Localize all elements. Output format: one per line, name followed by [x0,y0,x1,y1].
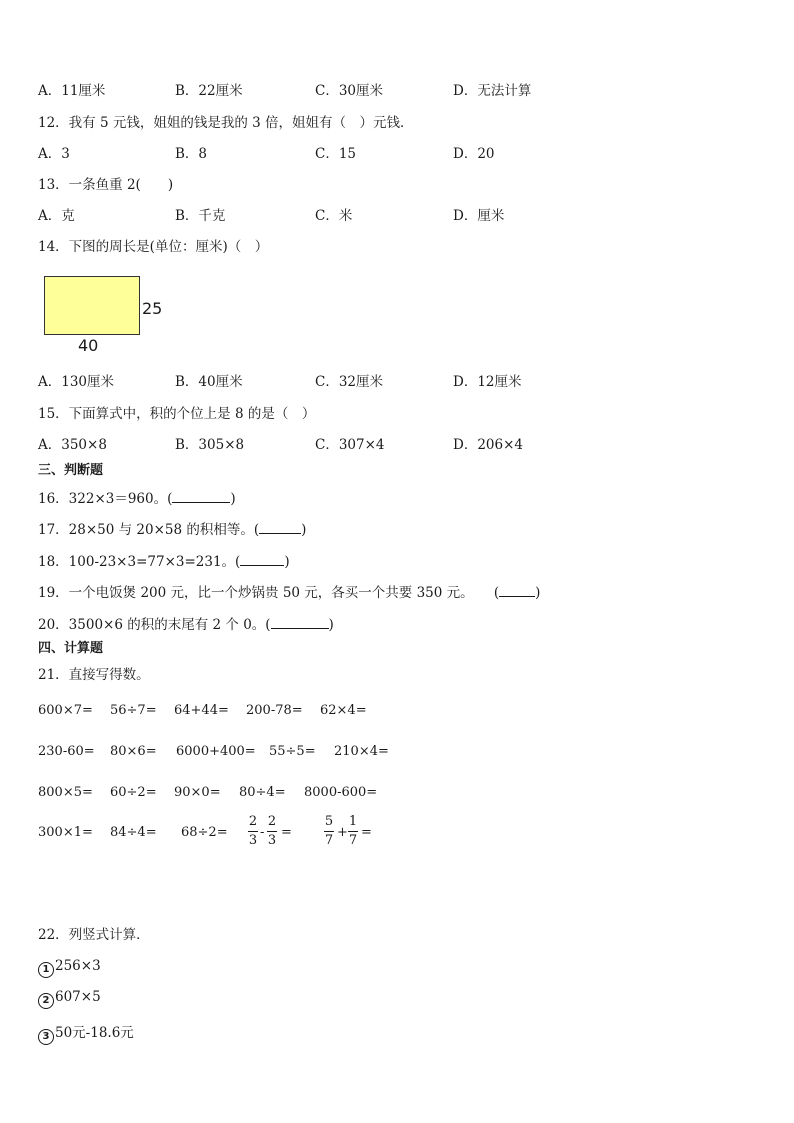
calc-item: 200-78= [246,703,303,718]
q21-text: 21．直接写得数。 [38,667,150,683]
answer-blank[interactable] [172,488,230,503]
judge-item-20 [38,614,334,634]
judge-item-16 [38,488,236,508]
calc-item: 230-60= [38,744,95,759]
calc-item: 6000+400= [176,744,256,759]
judge-close: ) [535,585,541,601]
q11-option-c[interactable]: C．30厘米 [315,83,384,99]
judge-close: ) [301,522,307,538]
q15-option-c[interactable]: C．307×4 [315,437,385,453]
q12-option-c[interactable]: C．15 [315,146,357,162]
vertical-expression: 607×5 [55,989,101,1005]
vertical-item-1 [38,957,101,978]
section-heading-judge: 三、判断题 [38,463,104,478]
rectangle-width-label: 40 [78,336,99,355]
q14-option-a[interactable]: A．130厘米 [38,374,115,390]
fraction-denominator: 3 [267,833,277,848]
circled-number-icon: 2 [38,993,54,1009]
q14-text: 14．下图的周长是(单位：厘米)（ ） [38,239,269,255]
calc-item: 600×7= [38,703,93,718]
vertical-item-2 [38,988,101,1009]
judge-close: ) [230,491,236,507]
plus-sign: + [337,825,348,840]
minus-sign: - [260,825,265,840]
answer-blank[interactable] [240,551,284,566]
q15-options [38,436,738,454]
fraction-numerator: 2 [267,814,277,829]
q14-option-c[interactable]: C．32厘米 [315,374,384,390]
fraction [324,814,334,849]
q15-option-b[interactable]: B．305×8 [175,437,245,453]
judge-item-18 [38,551,290,571]
vertical-expression: 50元-18.6元 [55,1025,134,1041]
fraction [348,814,358,849]
q13-option-b[interactable]: B．千克 [175,208,226,224]
calc-item: 90×0= [174,785,221,800]
fraction-denominator: 3 [248,833,258,848]
q11-option-a[interactable]: A．11厘米 [38,83,106,99]
q14-option-d[interactable]: D．12厘米 [453,374,522,390]
q15-option-a[interactable]: A．350×8 [38,437,107,453]
q12-options [38,145,738,163]
judge-text: 17．28×50 与 20×58 的积相等。( [38,522,260,538]
section-heading-calc: 四、计算题 [38,641,104,656]
q13-text: 13．一条鱼重 2( ) [38,177,174,193]
fraction [248,814,258,849]
judge-item-17 [38,519,306,539]
fraction-denominator: 7 [324,833,334,848]
calc-item: 56÷7= [110,703,157,718]
q12-text: 12．我有 5 元钱，姐姐的钱是我的 3 倍，姐姐有（ ）元钱． [38,115,414,131]
q11-option-b[interactable]: B．22厘米 [175,83,243,99]
fraction-numerator: 1 [348,814,358,829]
calc-item: 300×1= [38,825,93,840]
q12-option-d[interactable]: D．20 [453,146,495,162]
q11-option-d[interactable]: D．无法计算 [453,83,532,99]
q15-option-d[interactable]: D．206×4 [453,437,523,453]
fraction-numerator: 2 [248,814,258,829]
rectangle-height-label: 25 [142,299,163,318]
q22-text: 22．列竖式计算． [38,927,150,943]
judge-text: 18．100-23×3=77×3=231。( [38,554,241,570]
q12-option-a[interactable]: A．3 [38,146,70,162]
fraction-numerator: 5 [324,814,334,829]
judge-text: 20．3500×6 的积的末尾有 2 个 0。( [38,617,271,633]
calc-item: 8000-600= [304,785,378,800]
calc-item: 80×6= [110,744,157,759]
q13-option-d[interactable]: D．厘米 [453,208,505,224]
calc-item: 800×5= [38,785,93,800]
fraction-denominator: 7 [348,833,358,848]
vertical-expression: 256×3 [55,958,101,974]
q14-options [38,373,738,391]
vertical-item-3 [38,1024,134,1045]
answer-blank[interactable] [259,519,301,534]
q15-text: 15．下面算式中，积的个位上是 8 的是（ ） [38,406,316,422]
calc-item: 64+44= [174,703,229,718]
q13-option-a[interactable]: A．克 [38,208,75,224]
calc-item: 62×4= [320,703,367,718]
calc-item: 210×4= [334,744,389,759]
q13-options [38,207,738,225]
q12-option-b[interactable]: B．8 [175,146,208,162]
q14-option-b[interactable]: B．40厘米 [175,374,243,390]
q11-options [38,82,738,100]
q13-option-c[interactable]: C．米 [315,208,353,224]
calc-item: 60÷2= [110,785,157,800]
equals-sign: = [361,825,372,840]
judge-close: ) [328,617,334,633]
answer-blank[interactable] [271,614,329,629]
equals-sign: = [281,825,292,840]
circled-number-icon: 3 [38,1029,54,1045]
judge-close: ) [284,554,290,570]
circled-number-icon: 1 [38,962,54,978]
calc-item: 80÷4= [239,785,286,800]
judge-item-19 [38,582,540,602]
calc-item: 55÷5= [269,744,316,759]
calc-item: 68÷2= [181,825,228,840]
calc-item: 84÷4= [110,825,157,840]
rectangle-figure [44,276,140,335]
fraction [267,814,277,849]
answer-blank[interactable] [499,582,535,597]
judge-text: 16．322×3＝960。( [38,491,173,507]
judge-text: 19．一个电饭煲 200 元，比一个炒锅贵 50 元，各买一个共要 350 元。 ( [38,585,500,601]
